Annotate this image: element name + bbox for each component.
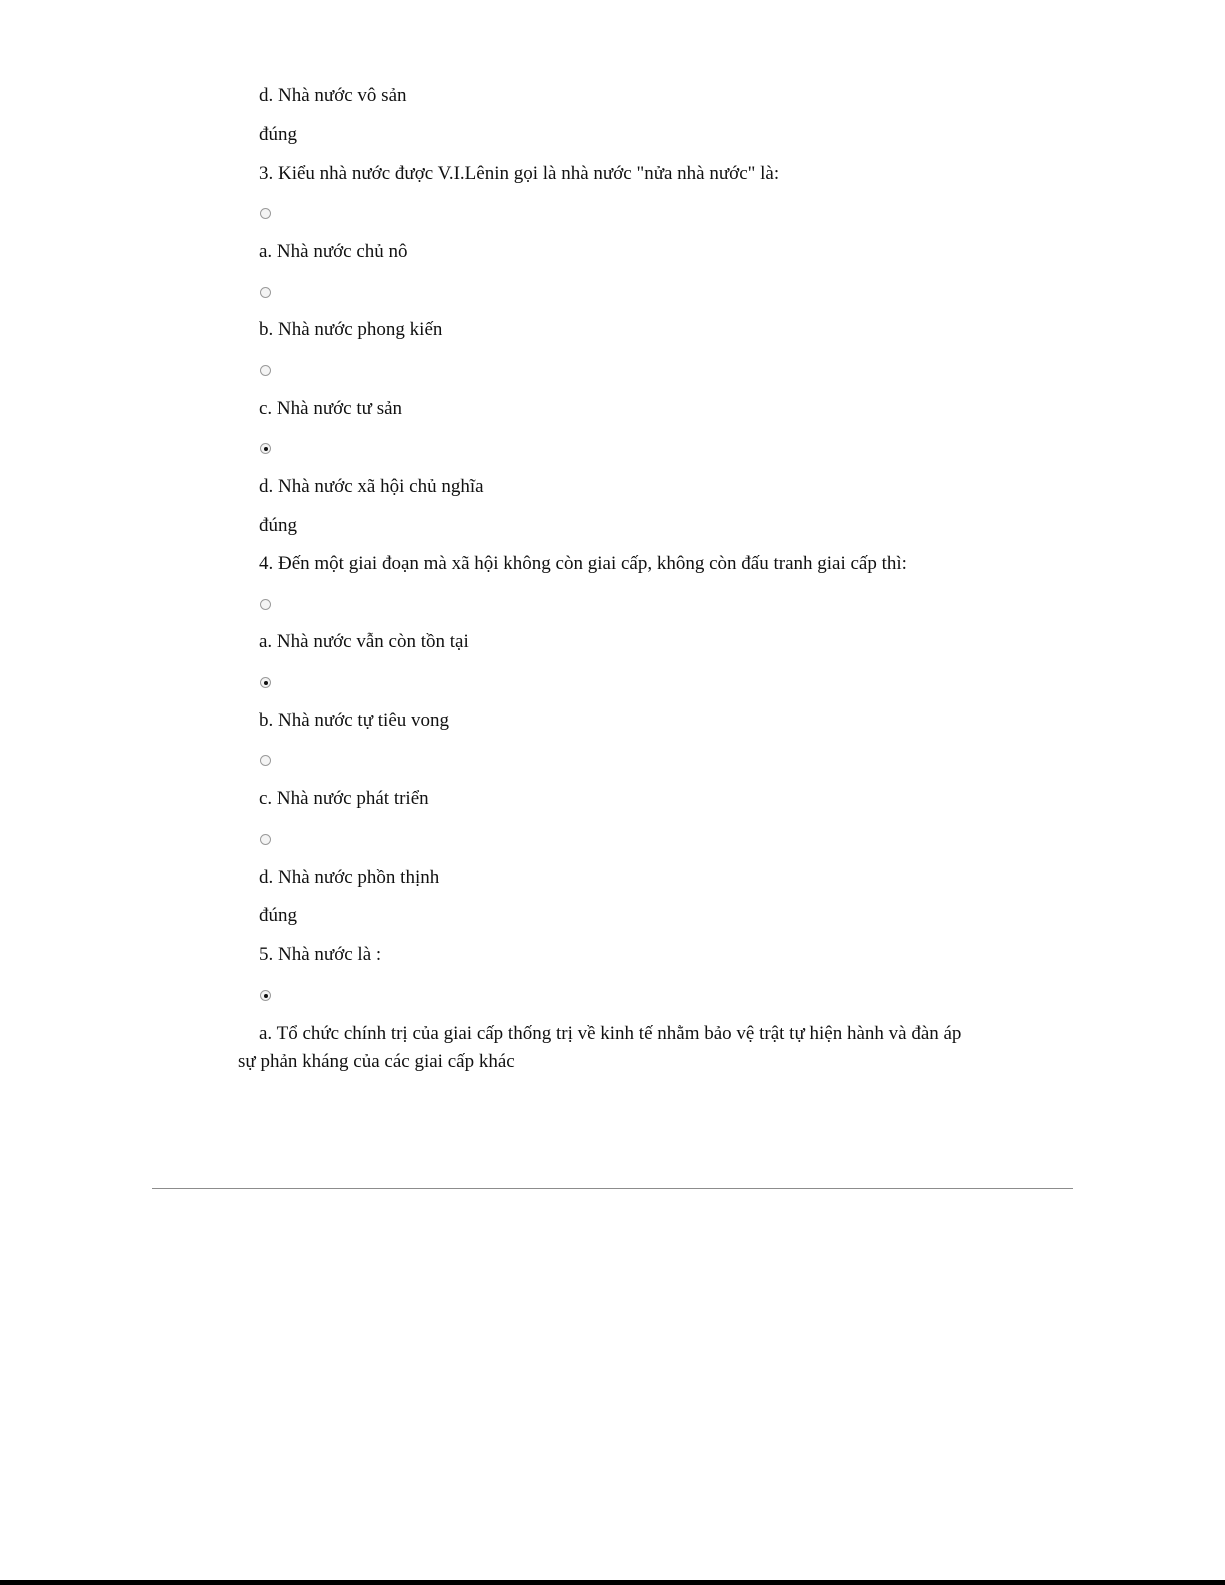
q3-radio-c[interactable] (260, 365, 271, 376)
page-bottom-edge (0, 1580, 1225, 1585)
q4-radio-a[interactable] (260, 599, 271, 610)
q3-option-b: b. Nhà nước phong kiến (259, 319, 443, 340)
q3-radio-a[interactable] (260, 208, 271, 219)
q4-option-b: b. Nhà nước tự tiêu vong (259, 710, 449, 731)
q3-option-d: d. Nhà nước xã hội chủ nghĩa (259, 476, 484, 497)
q3-question: 3. Kiểu nhà nước được V.I.Lênin gọi là nhà nước "nửa nhà nước" là: (259, 163, 780, 184)
q4-result: đúng (259, 905, 297, 926)
q4-radio-d[interactable] (260, 834, 271, 845)
q5-question: 5. Nhà nước là : (259, 944, 382, 965)
q4-option-c: c. Nhà nước phát triển (259, 788, 429, 809)
q5-radio-a[interactable] (260, 990, 271, 1001)
q5-option-a-line1: a. Tổ chức chính trị của giai cấp thống trị về kinh tế nhằm bảo vệ trật tự hiện hành và đàn áp (259, 1023, 962, 1044)
q2-result: đúng (259, 124, 297, 145)
q4-question: 4. Đến một giai đoạn mà xã hội không còn giai cấp, không còn đấu tranh giai cấp thì: (259, 553, 907, 574)
q4-option-d: d. Nhà nước phồn thịnh (259, 867, 440, 888)
q4-option-a: a. Nhà nước vẫn còn tồn tại (259, 631, 469, 652)
q3-radio-b[interactable] (260, 287, 271, 298)
q3-result: đúng (259, 515, 297, 536)
page-divider (152, 1188, 1073, 1189)
q3-radio-d[interactable] (260, 443, 271, 454)
q4-radio-b[interactable] (260, 677, 271, 688)
q2-option-d: d. Nhà nước vô sản (259, 85, 407, 106)
q4-radio-c[interactable] (260, 755, 271, 766)
q3-option-c: c. Nhà nước tư sản (259, 398, 403, 419)
q5-option-a-line2: sự phản kháng của các giai cấp khác (238, 1051, 515, 1072)
q3-option-a: a. Nhà nước chủ nô (259, 241, 408, 262)
